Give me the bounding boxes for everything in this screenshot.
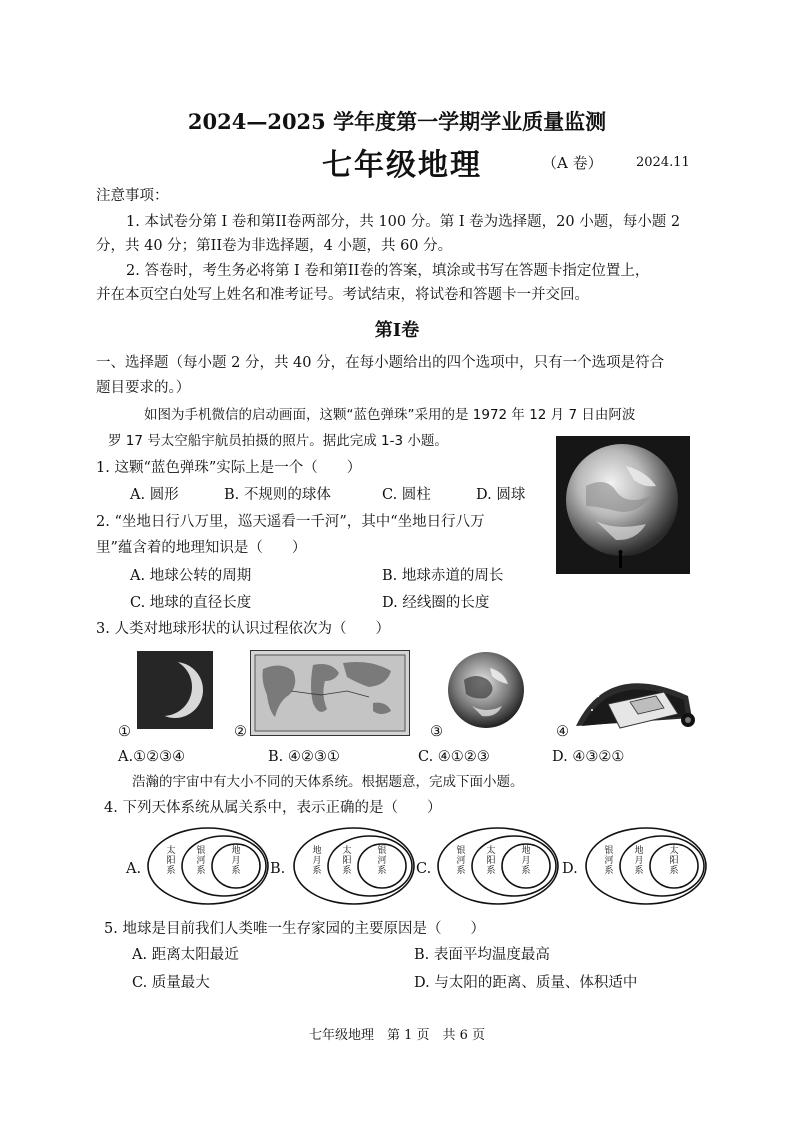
q4-d-inner-label: 太阳系 — [669, 846, 679, 876]
q1-option-d: D. 圆球 — [476, 487, 526, 503]
q4-stem: 4. 下列天体系统从属关系中，表示正确的是（ ） — [104, 800, 442, 816]
volume-label: （A 卷） — [542, 154, 603, 172]
q5-option-b: B. 表面平均温度最高 — [414, 947, 550, 963]
q3-option-d: D. ④③②① — [552, 749, 625, 765]
section-title: 第I卷 — [374, 320, 420, 341]
q4-option-c-letter: C. — [416, 861, 432, 877]
q3-image-moon — [137, 651, 213, 729]
notice-item-2-cont: 并在本页空白处写上姓名和准考证号。考试结束，将试卷和答题卡一并交回。 — [96, 287, 589, 303]
q4-option-b-letter: B. — [270, 861, 286, 877]
q4-b-middle-label: 太阳系 — [342, 846, 352, 876]
q3-image-world-map — [250, 650, 410, 736]
q4-a-outer-label: 太阳系 — [166, 846, 176, 876]
q5-option-a: A. 距离太阳最近 — [132, 947, 239, 963]
q4-a-middle-label: 银河系 — [196, 846, 206, 876]
notice-heading: 注意事项： — [96, 188, 169, 204]
q3-option-a: A.①②③④ — [118, 749, 186, 765]
exam-date: 2024.11 — [636, 155, 690, 170]
q5-option-d: D. 与太阳的距离、质量、体积适中 — [414, 975, 638, 991]
q4-option-a-letter: A. — [126, 861, 142, 877]
q4-option-b-diagram — [292, 826, 416, 906]
q4-c-middle-label: 太阳系 — [486, 846, 496, 876]
q3-option-b: B. ④②③① — [268, 749, 340, 765]
notice-item-1-cont: 分，共 40 分；第II卷为非选择题，4 小题，共 60 分。 — [96, 238, 453, 254]
q2-option-d: D. 经线圈的长度 — [382, 595, 490, 611]
q3-image-earth — [446, 650, 526, 730]
q3-image-label-2: ② — [234, 724, 247, 740]
q4-a-inner-label: 地月系 — [231, 846, 241, 876]
q4-option-a-diagram — [146, 826, 270, 906]
q4-c-outer-label: 银河系 — [456, 846, 466, 876]
q4-c-inner-label: 地月系 — [521, 846, 531, 876]
q4-option-d-diagram — [584, 826, 708, 906]
q4-b-outer-label: 地月系 — [312, 846, 322, 876]
intro-1: 如图为手机微信的启动画面，这颗“蓝色弹珠”采用的是 1972 年 12 月 7 日由阿波 — [144, 407, 636, 423]
part1-instruction-cont: 题目要求的。） — [96, 380, 191, 396]
q2-option-a: A. 地球公转的周期 — [130, 568, 252, 584]
q4-d-middle-label: 地月系 — [634, 846, 644, 876]
exam-title: 2024—2025 学年度第一学期学业质量监测 — [187, 109, 607, 134]
q3-image-label-1: ① — [118, 724, 131, 740]
q3-image-label-4: ④ — [556, 724, 569, 740]
q4-d-outer-label: 银河系 — [604, 846, 614, 876]
q3-image-dome-sky — [568, 656, 700, 740]
notice-item-1: 1. 本试卷分第 I 卷和第II卷两部分，共 100 分。第 I 卷为选择题，20 小题，每小题 2 — [126, 214, 681, 230]
q1-option-c: C. 圆柱 — [382, 487, 431, 503]
intro-1-cont: 罗 17 号太空船宇航员拍摄的照片。据此完成 1-3 小题。 — [108, 433, 448, 449]
q5-option-c: C. 质量最大 — [132, 975, 210, 991]
notice-item-2: 2. 答卷时，考生务必将第 I 卷和第II卷的答案，填涂或书写在答题卡指定位置上， — [126, 263, 650, 279]
q4-option-c-diagram — [436, 826, 560, 906]
subject-title: 七年级地理 — [322, 148, 482, 183]
q2-option-b: B. 地球赤道的周长 — [382, 568, 504, 584]
blue-marble-photo — [556, 436, 690, 574]
q2-option-c: C. 地球的直径长度 — [130, 595, 252, 611]
q4-b-inner-label: 银河系 — [377, 846, 387, 876]
q3-stem: 3. 人类对地球形状的认识过程依次为（ ） — [96, 621, 390, 637]
q4-option-d-letter: D. — [562, 861, 578, 877]
q3-image-label-3: ③ — [430, 724, 443, 740]
intro-2: 浩瀚的宇宙中有大小不同的天体系统。根据题意，完成下面小题。 — [132, 774, 524, 790]
q3-option-c: C. ④①②③ — [418, 749, 490, 765]
q5-stem: 5. 地球是目前我们人类唯一生存家园的主要原因是（ ） — [104, 921, 485, 937]
q1-stem: 1. 这颗“蓝色弹珠”实际上是一个（ ） — [96, 460, 362, 476]
earth-image — [556, 436, 690, 574]
part1-instruction: 一、选择题（每小题 2 分，共 40 分，在每小题给出的四个选项中，只有一个选项是符合 — [96, 355, 665, 371]
q2-stem: 2. “坐地日行八万里，巡天遥看一千河”，其中“坐地日行八万 — [96, 514, 485, 530]
page-footer: 七年级地理 第 1 页 共 6 页 — [308, 1028, 486, 1043]
q1-option-b: B. 不规则的球体 — [224, 487, 331, 503]
q1-option-a: A. 圆形 — [130, 487, 179, 503]
q2-stem-cont: 里”蕴含着的地理知识是（ ） — [96, 540, 307, 556]
